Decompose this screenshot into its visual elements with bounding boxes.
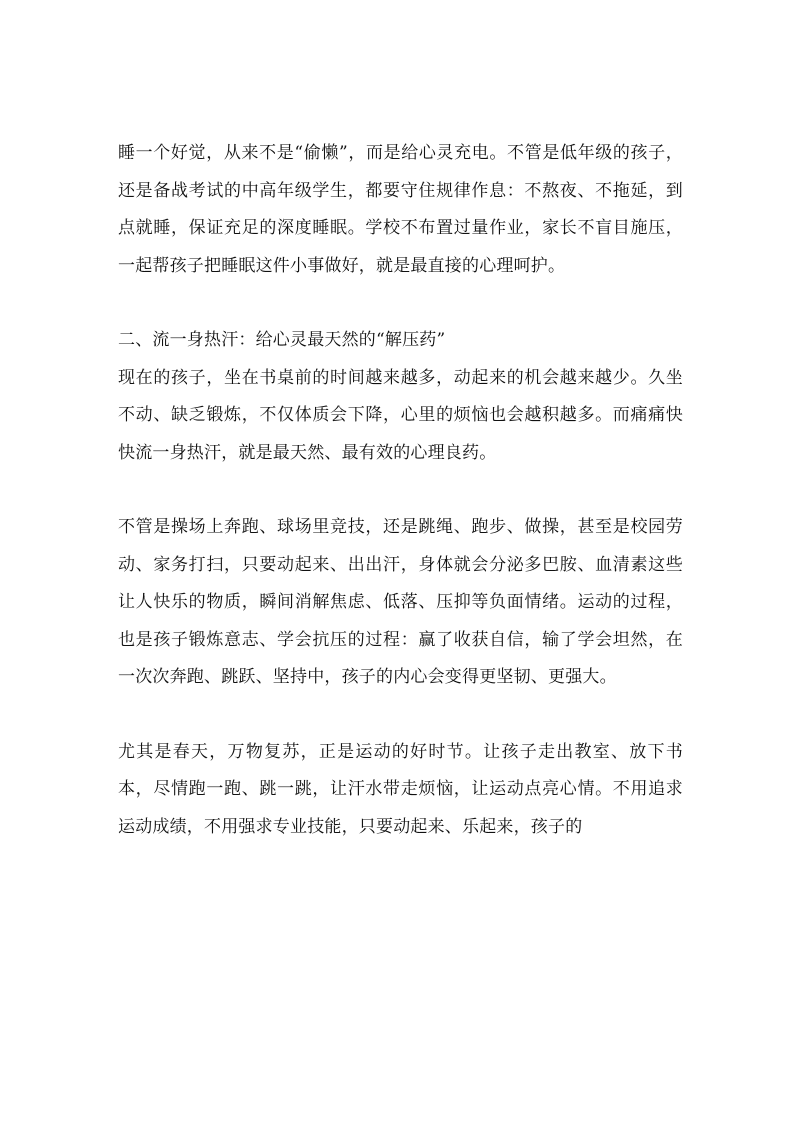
document-body xyxy=(118,135,683,846)
paragraph-gap xyxy=(118,285,683,322)
paragraph-gap xyxy=(118,472,683,509)
paragraph-spring: 尤其是春天，万物复苏，正是运动的好时节。让孩子走出教室、放下书本，尽情跑一跑、跳一跳，让汗水带走烦恼，让运动点亮心情。不用追求运动成绩，不用强求专业技能，只要动起来、乐起来，孩子的 xyxy=(118,741,683,837)
paragraph-gap xyxy=(118,697,683,734)
paragraph-exercise-benefits: 不管是操场上奔跑、球场里竞技，还是跳绳、跑步、做操，甚至是校园劳动、家务打扫，只要动起来、出出汗，身体就会分泌多巴胺、血清素这些让人快乐的物质，瞬间消解焦虑、低落、压抑等负面情绪。运动的过程，也是孩子锻炼意志、学会抗压的过程：赢了收获自信，输了学会坦然，在一次次奔跑、跳跃、坚持中，孩子的内心会变得更坚韧、更强大。 xyxy=(118,517,683,687)
paragraph-sedentary: 现在的孩子，坐在书桌前的时间越来越多，动起来的机会越来越少。久坐不动、缺乏锻炼，不仅体质会下降，心里的烦恼也会越积越多。而痛痛快快流一身热汗，就是最天然、最有效的心理良药。 xyxy=(118,367,683,463)
paragraph-sleep: 睡一个好觉，从来不是“偷懒”，而是给心灵充电。不管是低年级的孩子，还是备战考试的中高年级学生，都要守住规律作息：不熬夜、不拖延，到点就睡，保证充足的深度睡眠。学校不布置过量作业，家长不盲目施压，一起帮孩子把睡眠这件小事做好，就是最直接的心理呵护。 xyxy=(118,143,683,276)
section-heading-exercise: 二、流一身热汗：给心灵最天然的“解压药” xyxy=(118,330,446,350)
